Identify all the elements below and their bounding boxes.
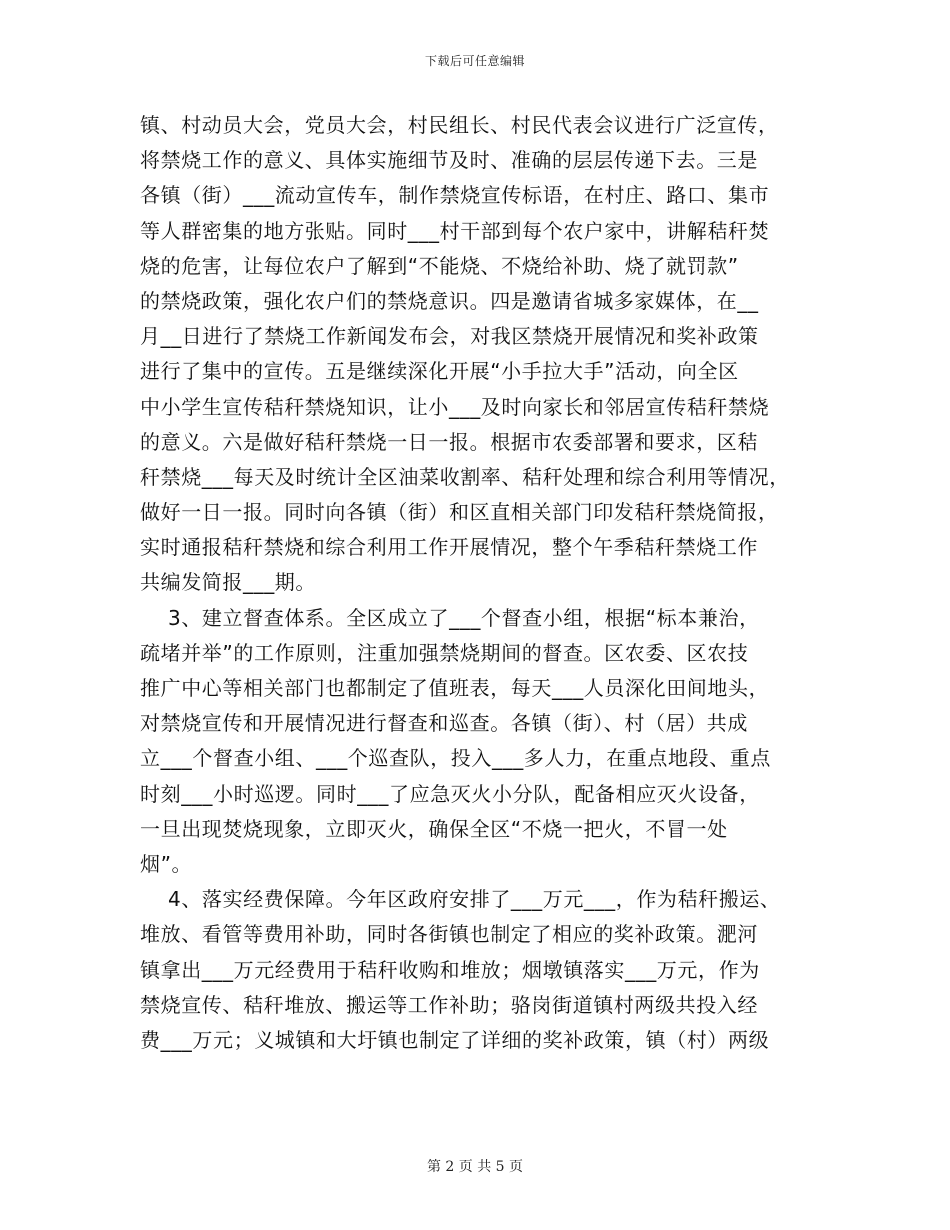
- document-body: [140, 108, 820, 1058]
- text-line: 镇拿出___万元经费用于秸秆收购和堆放；烟墩镇落实___万元，作为: [140, 957, 760, 982]
- text-line: 的意义。六是做好秸秆禁烧一日一报。根据市农委部署和要求，区秸: [140, 429, 758, 454]
- text-line: 将禁烧工作的意义、具体实施细节及时、准确的层层传递下去。三是: [140, 148, 758, 173]
- text-line: 做好一日一报。同时向各镇（街）和区直相关部门印发秸秆禁烧简报，: [140, 500, 779, 525]
- paragraph-funding: [140, 882, 820, 1058]
- text-line: 的禁烧政策，强化农户们的禁烧意识。四是邀请省城多家媒体，在__: [140, 288, 759, 313]
- text-line: 等人群密集的地方张贴。同时___村干部到每个农户家中，讲解秸秆焚: [140, 218, 770, 243]
- text-line: 3、建立督查体系。全区成立了___个督查小组，根据“标本兼治，: [168, 605, 760, 630]
- text-line: 进行了集中的宣传。五是继续深化开展“小手拉大手”活动，向全区: [140, 359, 739, 384]
- text-line: 共编发简报___期。: [140, 570, 316, 595]
- text-line: 立___个督查小组、___个巡查队，投入___多人力，在重点地段、重点: [140, 746, 771, 771]
- text-line: 禁烧宣传、秸秆堆放、搬运等工作补助；骆岗街道镇村两级共投入经: [140, 992, 758, 1017]
- text-line: 镇、村动员大会，党员大会，村民组长、村民代表会议进行广泛宣传，: [140, 113, 779, 137]
- text-line: 各镇（街）___流动宣传车，制作禁烧宣传标语，在村庄、路口、集市: [140, 183, 770, 208]
- text-line: 中小学生宣传秸秆禁烧知识，让小___及时向家长和邻居宣传秸秆禁烧: [140, 394, 770, 419]
- text-line: 疏堵并举”的工作原则，注重加强禁烧期间的督查。区农委、区农技: [140, 640, 749, 665]
- text-line: 费___万元；义城镇和大圩镇也制定了详细的奖补政策，镇（村）两级: [140, 1027, 770, 1052]
- page-header: 下载后可任意编辑: [424, 54, 525, 68]
- text-line: 秆禁烧___每天及时统计全区油菜收割率、秸秆处理和综合利用等情况，: [140, 464, 790, 489]
- text-line: 烟”。: [140, 851, 193, 876]
- paragraph-supervision: [140, 601, 820, 883]
- text-line: 实时通报秸秆禁烧和综合利用工作开展情况，整个午季秸秆禁烧工作: [140, 535, 758, 560]
- text-line: 堆放、看管等费用补助，同时各街镇也制定了相应的奖补政策。淝河: [140, 922, 758, 947]
- text-line: 时刻___小时巡逻。同时___了应急灭火小分队，配备相应灭火设备，: [140, 781, 760, 806]
- text-line: 对禁烧宣传和开展情况进行督查和巡查。各镇（街）、村（居）共成: [140, 711, 748, 736]
- page-number: 第 2 页 共 5 页: [426, 1159, 524, 1175]
- paragraph-publicity: [140, 108, 820, 601]
- text-line: 烧的危害，让每位农户了解到“不能烧、不烧给补助、烧了就罚款”: [140, 253, 739, 278]
- text-line: 月__日进行了禁烧工作新闻发布会，对我区禁烧开展情况和奖补政策: [140, 324, 759, 349]
- text-line: 推广中心等相关部门也都制定了值班表，每天___人员深化田间地头，: [140, 676, 770, 700]
- text-line: 一旦出现焚烧现象，立即灭火，确保全区“不烧一把火，不冒一处: [140, 816, 728, 841]
- text-line: 4、落实经费保障。今年区政府安排了___万元___，作为秸秆搬运、: [168, 887, 781, 912]
